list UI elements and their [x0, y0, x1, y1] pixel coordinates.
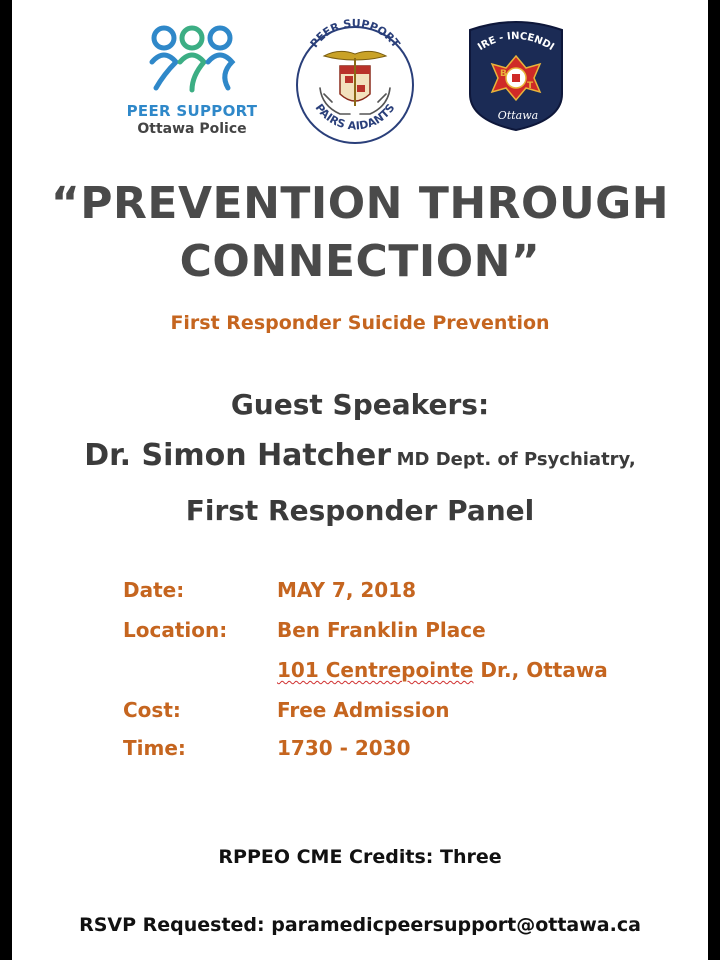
cme-credits: RPPEO CME Credits: Three: [218, 846, 502, 868]
cost-label: Cost:: [123, 698, 181, 722]
location-label: Location:: [123, 618, 228, 642]
speaker-panel: First Responder Panel: [185, 494, 535, 527]
ottawa-city-text: Ottawa: [497, 109, 539, 122]
speaker-credential: MD Dept. of Psychiatry,: [396, 449, 636, 470]
peer-support-label: PEER SUPPORT: [126, 102, 258, 120]
seal-top-text: PEER SUPPORT: [307, 16, 403, 51]
time-value: 1730 - 2030: [277, 736, 411, 760]
title-line-2: CONNECTION”: [179, 236, 541, 287]
speaker-name: Dr. Simon Hatcher: [84, 438, 392, 473]
date-label: Date:: [123, 578, 185, 602]
cost-value: Free Admission: [277, 698, 450, 722]
seal-bottom-text: PAIRS AIDANTS: [312, 101, 398, 133]
address-city: Dr., Ottawa: [473, 658, 608, 682]
date-value: MAY 7, 2018: [277, 578, 417, 602]
rsvp-line: RSVP Requested: paramedicpeersupport@ottawa.ca: [79, 914, 641, 936]
peer-support-ottawa-police-logo: [112, 22, 272, 152]
title-line-1: “PREVENTION THROUGH: [50, 178, 670, 229]
ottawa-fire-services-logo: [460, 16, 572, 134]
guest-speakers-heading: Guest Speakers:: [230, 388, 490, 421]
address-street: 101 Centrepointe: [277, 658, 474, 682]
ottawa-police-label: Ottawa Police: [137, 121, 247, 137]
location-line-1: Ben Franklin Place: [277, 618, 486, 642]
location-line-2: [277, 658, 608, 682]
pairs-aidants-seal-logo: [294, 10, 416, 160]
fire-incendie-text: IRE - INCENDI: [476, 30, 556, 53]
fire-letter-t: T: [527, 81, 534, 91]
poster: [12, 0, 708, 960]
three-people-icon: [144, 22, 240, 94]
fire-letter-b: B: [500, 69, 507, 79]
speaker-line: [12, 438, 708, 473]
time-label: Time:: [123, 736, 186, 760]
subtitle: First Responder Suicide Prevention: [170, 312, 550, 334]
